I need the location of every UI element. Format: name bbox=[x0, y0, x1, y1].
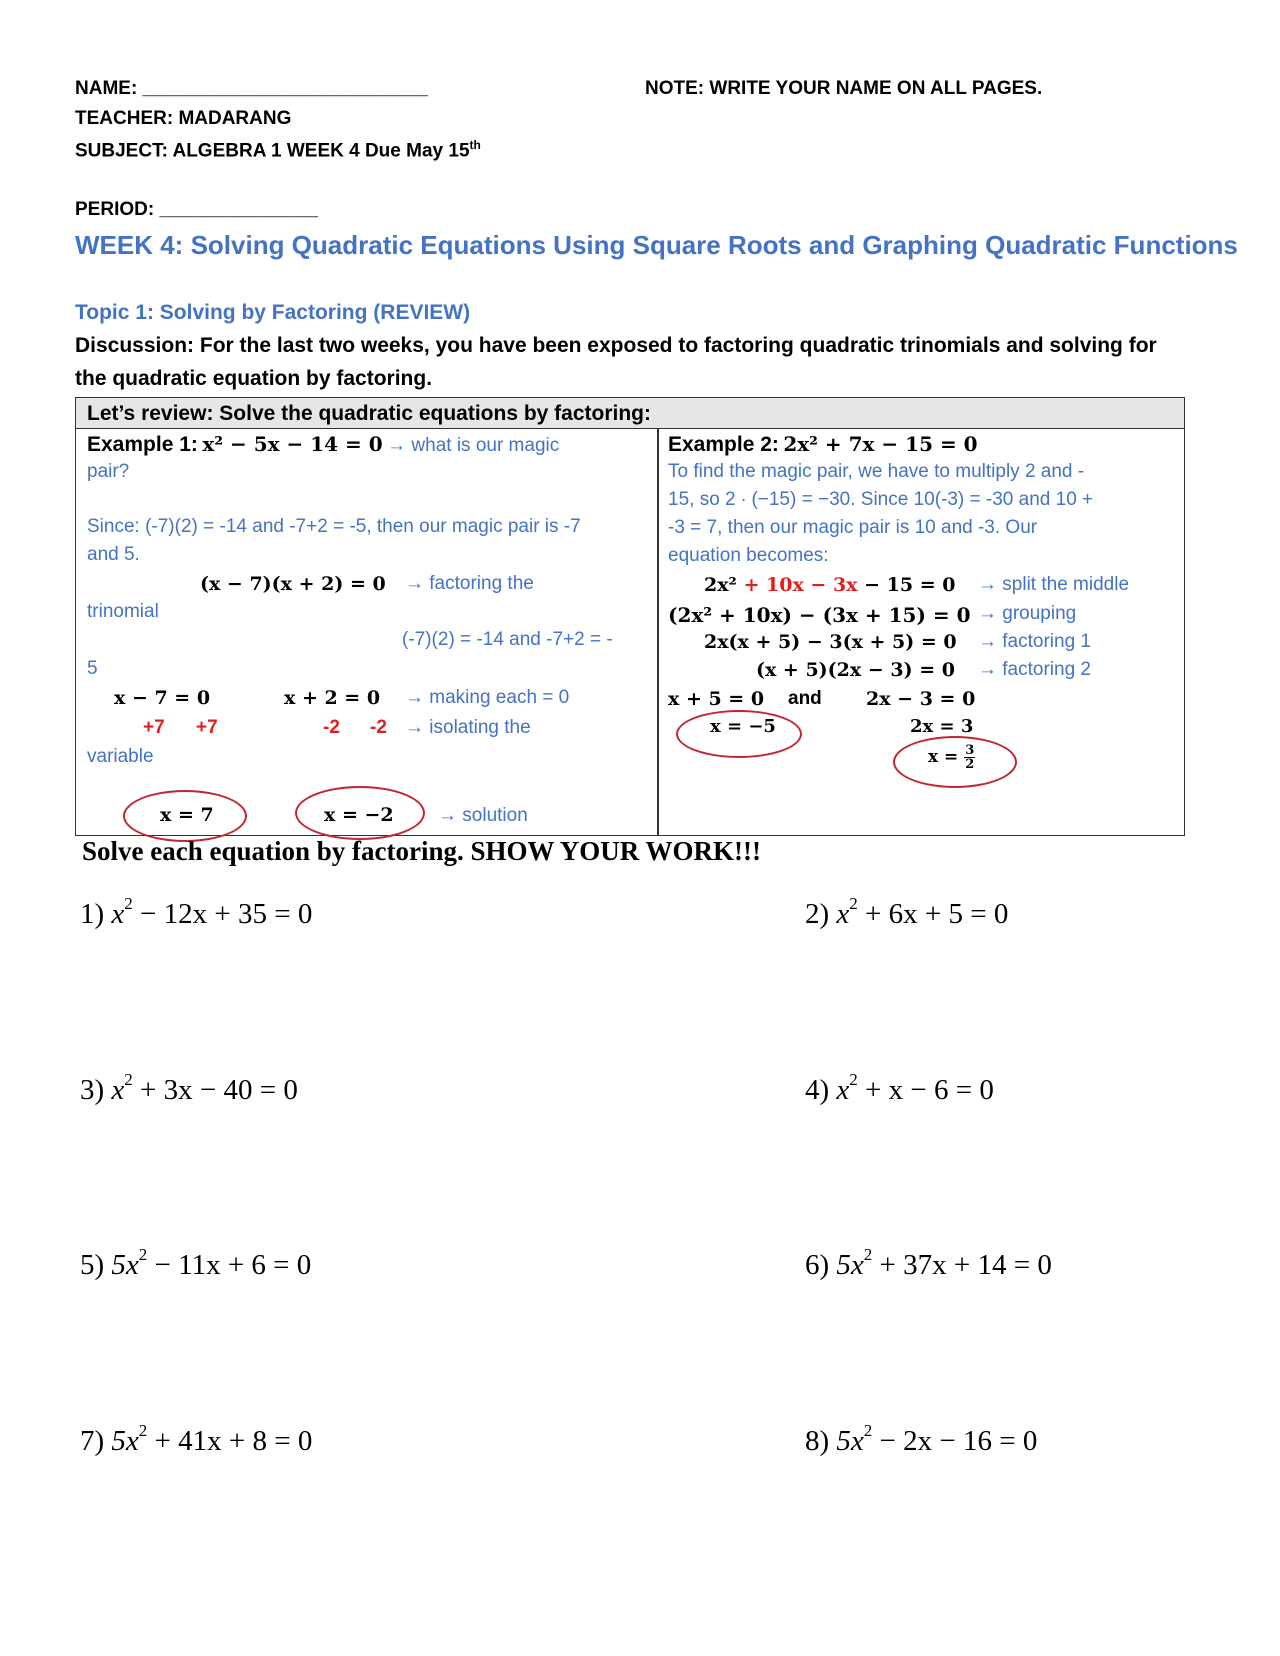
problem-6 bbox=[805, 1245, 1052, 1282]
problem-term: 5x bbox=[836, 1249, 864, 1281]
practice-title: Solve each equation by factoring. SHOW YOUR WORK!!! bbox=[82, 836, 762, 866]
example-1-factoring-note: → factoring the bbox=[405, 573, 534, 594]
name-note: NOTE: WRITE YOUR NAME ON ALL PAGES. bbox=[645, 78, 1043, 99]
problem-exponent: 2 bbox=[863, 1245, 873, 1264]
problem-rest: + 41x + 8 = 0 bbox=[147, 1425, 313, 1457]
problem-number: 2) bbox=[805, 898, 830, 930]
problem-term: x bbox=[836, 1074, 850, 1106]
example-1-solution-note: → solution bbox=[438, 805, 528, 826]
problem-number: 4) bbox=[805, 1074, 830, 1106]
example-2-split-note: → split the middle bbox=[978, 574, 1130, 595]
problem-term: x bbox=[836, 898, 850, 930]
problem-1 bbox=[80, 894, 313, 931]
problem-exponent: 2 bbox=[849, 894, 858, 913]
fraction-numerator: 3 bbox=[965, 743, 975, 758]
problem-term: x bbox=[111, 898, 125, 930]
solution-b-lhs: x = bbox=[928, 747, 959, 767]
example-1-sub2-b: -2 bbox=[370, 717, 387, 738]
example-2-split-eq bbox=[704, 574, 955, 596]
example-1-magic-note: → what is our magic bbox=[387, 435, 560, 456]
problem-number: 8) bbox=[805, 1425, 830, 1457]
problem-3 bbox=[80, 1070, 298, 1107]
problem-number: 6) bbox=[805, 1249, 830, 1281]
example-2-eq-b: 2x − 3 = 0 bbox=[866, 688, 976, 710]
example-2-text-1: To find the magic pair, we have to multiply 2 and - bbox=[668, 461, 1085, 482]
split-term-c: − 15 = 0 bbox=[857, 574, 956, 596]
example-1-magic-note-cont: pair? bbox=[87, 461, 130, 482]
problem-2 bbox=[805, 894, 1009, 931]
problem-term: x bbox=[111, 1074, 125, 1106]
example-1-factoring-note-cont: trinomial bbox=[87, 601, 159, 622]
example-2-text-3: -3 = 7, then our magic pair is 10 and -3. Our bbox=[668, 517, 1038, 538]
example-2-grouping-note: → grouping bbox=[978, 603, 1077, 624]
example-2-factor2-eq: (x + 5)(2x − 3) = 0 bbox=[756, 659, 955, 681]
problem-7 bbox=[80, 1421, 313, 1458]
problem-exponent: 2 bbox=[124, 894, 133, 913]
teacher-line: TEACHER: MADARANG bbox=[75, 108, 292, 129]
column-divider bbox=[657, 429, 659, 836]
problem-exponent: 2 bbox=[849, 1070, 858, 1089]
problem-rest: − 12x + 35 = 0 bbox=[132, 898, 313, 930]
example-1-isolating-note-cont: variable bbox=[87, 746, 154, 767]
subject-sup: th bbox=[469, 138, 481, 152]
example-2-text-4: equation becomes: bbox=[668, 545, 829, 566]
example-2-factor1-note: → factoring 1 bbox=[978, 631, 1091, 652]
example-2-factor2-note: → factoring 2 bbox=[978, 659, 1091, 680]
problem-8 bbox=[805, 1421, 1038, 1458]
problem-rest: + 3x − 40 = 0 bbox=[132, 1074, 298, 1106]
problem-number: 3) bbox=[80, 1074, 105, 1106]
example-2-label: Example 2: bbox=[668, 433, 779, 456]
review-table-header bbox=[76, 398, 1184, 429]
example-1-check-line-2: 5 bbox=[87, 658, 98, 679]
split-term-a: 2x² bbox=[704, 574, 737, 596]
fraction-denominator: 2 bbox=[965, 757, 975, 772]
split-term-b: + 10x − 3x bbox=[736, 574, 858, 596]
name-field-label: NAME: ___________________________ bbox=[75, 78, 428, 99]
example-1-sub2-a: -2 bbox=[323, 717, 340, 738]
example-1-solution-b: x = −2 bbox=[324, 804, 394, 826]
problem-rest: + 37x + 14 = 0 bbox=[872, 1249, 1052, 1281]
fraction bbox=[964, 744, 975, 771]
example-2-heading bbox=[668, 432, 978, 457]
topic-heading: Topic 1: Solving by Factoring (REVIEW) bbox=[75, 301, 471, 324]
problem-number: 7) bbox=[80, 1425, 105, 1457]
problem-term: 5x bbox=[836, 1425, 864, 1457]
subject-text: SUBJECT: ALGEBRA 1 WEEK 4 Due May 15 bbox=[75, 140, 470, 162]
discussion-line-2: the quadratic equation by factoring. bbox=[75, 367, 433, 390]
problem-rest: − 2x − 16 = 0 bbox=[872, 1425, 1038, 1457]
example-1-label: Example 1: bbox=[87, 433, 198, 456]
example-2-solution-b bbox=[928, 744, 975, 771]
problem-rest: + x − 6 = 0 bbox=[857, 1074, 994, 1106]
example-2-eq-a: x + 5 = 0 bbox=[668, 688, 765, 710]
example-2-mid-b: 2x = 3 bbox=[910, 716, 974, 737]
example-2-factor1-eq: 2x(x + 5) − 3(x + 5) = 0 bbox=[704, 631, 957, 653]
example-1-eq-b: x + 2 = 0 bbox=[284, 687, 381, 709]
example-1-since-line-2: and 5. bbox=[87, 544, 140, 565]
example-1-check-line-1: (-7)(2) = -14 and -7+2 = - bbox=[402, 629, 613, 650]
problem-exponent: 2 bbox=[138, 1245, 148, 1264]
discussion-line-1: Discussion: For the last two weeks, you have been exposed to factoring quadratic trinomials and solving for bbox=[75, 334, 1157, 357]
problem-rest: − 11x + 6 = 0 bbox=[147, 1249, 312, 1281]
example-1-since-line-1: Since: (-7)(2) = -14 and -7+2 = -5, then our magic pair is -7 bbox=[87, 516, 581, 537]
example-1-add7-a: +7 bbox=[143, 717, 165, 738]
example-1-making-note: → making each = 0 bbox=[405, 687, 570, 708]
example-1-add7-b: +7 bbox=[196, 717, 218, 738]
problem-exponent: 2 bbox=[124, 1070, 133, 1089]
problem-number: 5) bbox=[80, 1249, 105, 1281]
subject-line bbox=[75, 138, 481, 162]
example-1-equation: x² − 5x − 14 = 0 bbox=[202, 432, 383, 456]
example-2-solution-a: x = −5 bbox=[710, 716, 776, 737]
example-1-isolating-note: → isolating the bbox=[405, 717, 531, 738]
example-1-heading bbox=[87, 432, 559, 457]
example-2-grouping-eq: (2x² + 10x) − (3x + 15) = 0 bbox=[668, 603, 971, 627]
example-2-text-2: 15, so 2 ∙ (−15) = −30. Since 10(-3) = -30 and 10 + bbox=[668, 489, 1094, 510]
period-field-label: PERIOD: _______________ bbox=[75, 199, 318, 220]
problem-exponent: 2 bbox=[863, 1421, 873, 1440]
problem-4 bbox=[805, 1070, 994, 1107]
problem-term: 5x bbox=[111, 1425, 139, 1457]
problem-exponent: 2 bbox=[138, 1421, 148, 1440]
problem-number: 1) bbox=[80, 898, 105, 930]
page-title: WEEK 4: Solving Quadratic Equations Using Square Roots and Graphing Quadratic Functions bbox=[75, 230, 1238, 260]
example-1-factored: (x − 7)(x + 2) = 0 bbox=[200, 573, 386, 595]
example-1-eq-a: x − 7 = 0 bbox=[114, 687, 211, 709]
problem-rest: + 6x + 5 = 0 bbox=[857, 898, 1009, 930]
example-1-solution-a: x = 7 bbox=[160, 804, 214, 826]
review-table-header-text: Let’s review: Solve the quadratic equations by factoring: bbox=[87, 402, 652, 425]
example-2-equation: 2x² + 7x − 15 = 0 bbox=[783, 432, 978, 456]
example-2-and: and bbox=[788, 688, 822, 709]
problem-5 bbox=[80, 1245, 312, 1282]
problem-term: 5x bbox=[111, 1249, 139, 1281]
